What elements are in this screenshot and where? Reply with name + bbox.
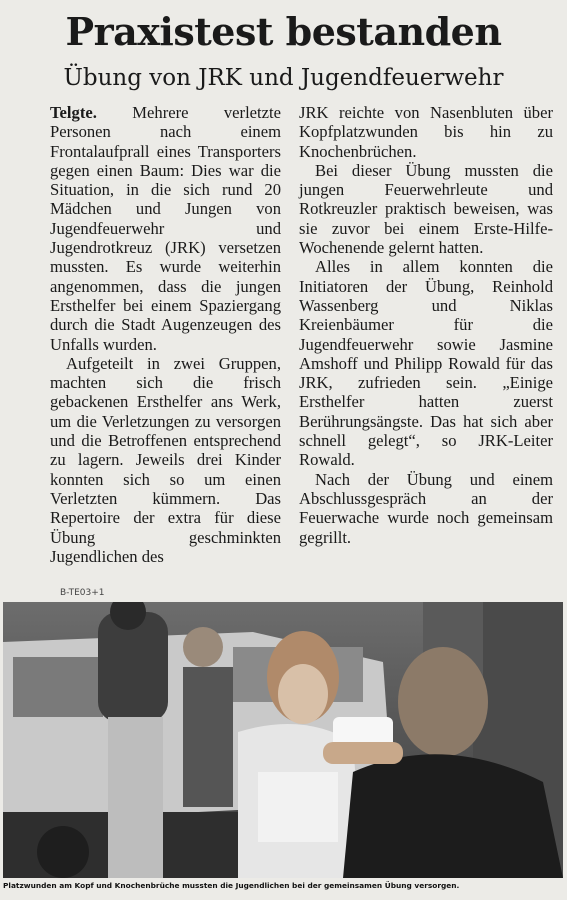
paragraph-1: [50, 103, 281, 354]
article-column-left: [50, 103, 281, 566]
headline: Praxistest bestanden: [65, 9, 502, 54]
dateline: Telgte.: [50, 103, 97, 122]
news-photo: [3, 602, 563, 878]
paragraph-2: Aufgeteilt in zwei Gruppen, machten sich die frisch gebackenen Ersthelfer ans Werk, um die Verletzungen zu versorgen und die Betroffenen entsprechend zu lagern. Jeweils drei Kinder konnten sich so um einen Verletzten kümmern. Das Repertoire der extra für diese Übung geschminkten Jugendlichen des: [50, 353, 281, 566]
article-column-right: [299, 103, 553, 547]
paragraph-3: JRK reichte von Nasenbluten über Kopfplatzwunden bis hin zu Knochenbrüchen.: [299, 103, 553, 161]
photo-code: B-TE03+1: [60, 588, 105, 598]
paragraph-6: Nach der Übung und einem Abschlussgespräch an der Feuerwache wurde noch gemeinsam gegrillt.: [299, 469, 553, 547]
paragraph-4: Bei dieser Übung mussten die jungen Feuerwehrleute und Rotkreuzler praktisch beweisen, was sie zuvor bei einem Erste-Hilfe-Wochenende gelernt hatten.: [299, 160, 553, 258]
photo-illustration: [3, 602, 563, 878]
paragraph-5: Alles in allem konnten die Initiatoren der Übung, Reinhold Wassenberg und Niklas Kreienbäumer für die Jugendfeuerwehr sowie Jasmine Amshoff und Philipp Rowald für das JRK, zufrieden sein. „Einige Ersthelfer hatten zuerst Berührungsängste. Das hat sich aber schnell gelegt“, so JRK-Leiter Rowald.: [299, 257, 553, 470]
photo-caption: Platzwunden am Kopf und Knochenbrüche mussten die Jugendlichen bei der gemeinsamen Übung versorgen.: [3, 881, 460, 890]
subheadline: Übung von JRK und Jugendfeuerwehr: [63, 65, 504, 91]
paragraph-1-text: Mehrere verletzte Personen nach einem Frontalaufprall eines Transporters gegen einen Baum: Dies war die Situation, in die sich rund 20 Mädchen und Jungen von Jugendfeuerwehr und Jugendrotkreuz (JRK) versetzen mussten. Es wurde weiterhin angenommen, dass die jungen Ersthelfer bei einem Spaziergang durch die Stadt Augenzeugen des Unfalls wurden.: [50, 103, 281, 354]
